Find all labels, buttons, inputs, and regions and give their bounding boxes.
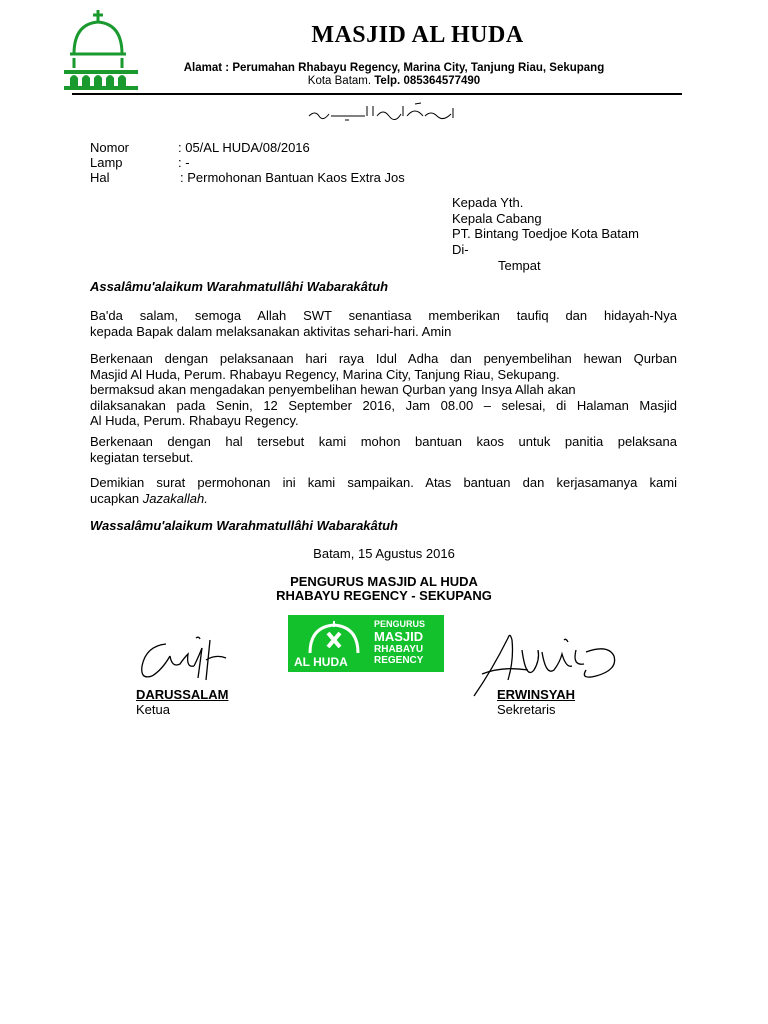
letterhead-contact (0, 75, 768, 87)
stamp-top-text: PENGURUS (374, 619, 426, 629)
org-name-line2: RHABAYU REGENCY - SEKUPANG (276, 588, 492, 603)
org-name-line1: PENGURUS MASJID AL HUDA (290, 574, 478, 589)
paragraph-line: Al Huda, Perum. Rhabayu Regency. (90, 413, 299, 428)
paragraph-line: bermaksud akan mengadakan penyembelihan hewan Qurban yang Insya Allah akan (90, 382, 576, 397)
signer-name: DARUSSALAM (136, 687, 229, 702)
signer-sekretaris (497, 687, 575, 717)
paragraph-line: Berkenaan dengan pelaksanaan hari raya Idul Adha dan penyembelihan hewan Qurban (90, 351, 677, 366)
stamp-regency-text: REGENCY (374, 655, 424, 666)
dome-icon (306, 621, 362, 655)
signer-role: Sekretaris (497, 702, 556, 717)
letterhead-address: Alamat : Perumahan Rhabayu Regency, Marina City, Tanjung Riau, Sekupang (183, 62, 605, 74)
opening-greeting: Assalâmu'alaikum Warahmatullâhi Wabarakâtuh (90, 279, 389, 294)
hal-value: : Permohonan Bantuan Kaos Extra Jos (180, 170, 405, 185)
recipient-line: PT. Bintang Toedjoe Kota Batam (452, 226, 639, 242)
paragraph-line: Demikian surat permohonan ini kami sampaikan. Atas bantuan dan kerjasamanya kami (90, 475, 677, 490)
paragraph-2 (90, 351, 677, 429)
hal-label: Hal (90, 170, 110, 185)
signature-ketua-icon (136, 634, 236, 684)
recipient-line: Tempat (498, 257, 541, 273)
recipient-line: Kepala Cabang (452, 210, 542, 226)
header-divider (72, 93, 682, 95)
lamp-value: : - (178, 155, 190, 170)
stamp-rhabayu-text: RHABAYU (374, 644, 424, 655)
paragraph-3 (90, 434, 677, 465)
stamp-alhuda-text: AL HUDA (294, 655, 348, 669)
org-stamp (288, 615, 444, 672)
paragraph-line: Berkenaan dengan hal tersebut kami mohon bantuan kaos untuk panitia pelaksana (90, 434, 677, 449)
thanks-text: ucapkan (90, 490, 143, 506)
paragraph-line: dilaksanakan pada Senin, 12 September 2016, Jam 08.00 – selesai, di Halaman Masjid (90, 397, 677, 413)
paragraph-line: kepada Bapak dalam melaksanakan aktivitas sehari-hari. Amin (90, 323, 452, 339)
phone-text: Telp. 085364577490 (374, 75, 481, 87)
signer-role: Ketua (136, 702, 170, 717)
paragraph-line: Ba'da salam, semoga Allah SWT senantiasa memberikan taufiq dan hidayah-Nya (90, 308, 677, 323)
signer-name: ERWINSYAH (497, 687, 576, 702)
nomor-label: Nomor (90, 140, 130, 155)
recipient-line: Kepada Yth. (452, 195, 524, 210)
paragraph-line: Masjid Al Huda, Perum. Rhabayu Regency, Marina City, Tanjung Riau, Sekupang. (90, 366, 560, 382)
closing-greeting: Wassalâmu'alaikum Warahmatullâhi Wabarakâtuh (90, 518, 398, 533)
signer-ketua (136, 687, 228, 717)
letter-date: Batam, 15 Agustus 2016 (313, 546, 455, 561)
nomor-value: : 05/AL HUDA/08/2016 (178, 140, 310, 155)
basmala-calligraphy-icon (305, 100, 465, 122)
stamp-masjid-text: MASJID (374, 629, 424, 644)
recipient-line: Di- (452, 242, 469, 258)
paragraph-4 (90, 475, 677, 506)
letterhead-title: MASJID AL HUDA (311, 22, 524, 48)
city-text: Kota Batam. (307, 75, 375, 87)
paragraph-1 (90, 308, 677, 339)
paragraph-line (90, 491, 677, 507)
recipient-block (452, 195, 712, 274)
jazakallah-text: Jazakallah. (142, 490, 208, 506)
lamp-label: Lamp (90, 155, 123, 170)
paragraph-line: kegiatan tersebut. (90, 449, 194, 465)
